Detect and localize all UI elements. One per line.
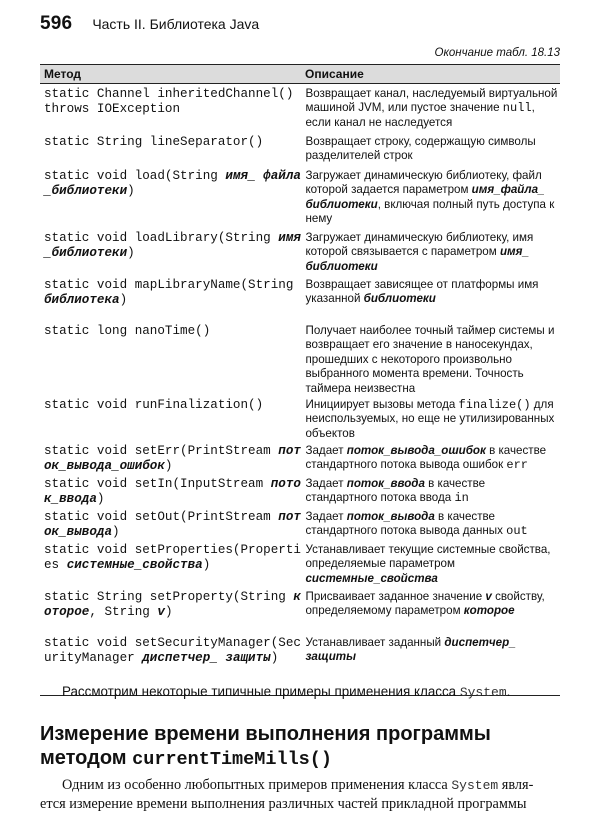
table-row <box>40 636 560 667</box>
text-segment: в качестве стандартного потока ввода <box>305 477 486 505</box>
method-cell <box>40 135 301 164</box>
page-number: 596 <box>40 13 73 34</box>
text-segment: static void setIn(InputStream <box>44 477 271 491</box>
parameter-name: диспетчер_ защиты <box>305 636 516 664</box>
column-header-method: Метод <box>44 67 82 81</box>
method-cell <box>40 636 301 667</box>
inline-code: err <box>506 458 528 473</box>
method-cell <box>40 87 301 130</box>
para-text-2: явля- <box>498 777 534 793</box>
text-segment: ) <box>164 605 173 620</box>
text-segment: static void setSecurityManager(SecurityManager <box>44 636 301 666</box>
intro-text: Рассмотрим некоторые типичные примеры применения класса <box>62 684 460 699</box>
description-cell <box>301 278 560 309</box>
description-cell <box>301 135 560 164</box>
parameter-name: v <box>157 605 165 620</box>
table-row <box>40 444 560 475</box>
parameter-name: которое <box>44 590 301 620</box>
inline-code: out <box>506 524 528 539</box>
inline-code: finalize() <box>458 398 531 412</box>
parameter-name: имя_ файла_библиотеки <box>44 169 301 199</box>
intro-end: . <box>506 684 511 699</box>
text-segment: Загружает динамическую библиотеку, имя которой связывается с параметром <box>305 231 534 259</box>
text-segment: Присваивает заданное значение <box>305 590 486 603</box>
description-cell <box>301 87 560 130</box>
description-cell <box>301 444 560 475</box>
parameter-name: поток_вывода_ошибок <box>346 444 486 457</box>
method-cell <box>40 169 301 227</box>
parameter-name: диспетчер_ защиты <box>142 651 271 666</box>
text-segment: в качестве стандартного потока вывода ошибок <box>305 444 547 472</box>
text-segment: , String <box>89 605 158 620</box>
text-segment: ) <box>164 459 173 474</box>
body-paragraph <box>40 776 560 814</box>
table-row <box>40 87 560 130</box>
text-segment: свойству, определяемому параметром <box>305 590 545 618</box>
description-cell <box>301 324 560 396</box>
text-segment: Возвращает строку, содержащую символы разделителей строк <box>305 135 536 163</box>
text-segment: static long nanoTime() <box>44 324 211 338</box>
text-segment: Загружает динамическую библиотеку, файл которой задается параметром <box>305 169 542 197</box>
text-segment: Задает <box>305 477 347 490</box>
paragraph-line-2: ется измерение времени выполнения различных частей прикладной программы <box>40 796 527 812</box>
text-segment: static void load(String <box>44 169 226 183</box>
methods-table <box>40 64 560 696</box>
text-segment: ) <box>119 293 128 308</box>
description-cell <box>301 169 560 227</box>
table-caption: Окончание табл. 18.13 <box>434 47 560 59</box>
table-row <box>40 135 560 164</box>
text-segment: static String lineSeparator() <box>44 135 264 149</box>
running-header <box>40 13 560 37</box>
description-cell <box>301 636 560 667</box>
inline-code: null <box>502 101 532 116</box>
text-segment: Задает <box>305 444 347 457</box>
heading-code: currentTimeMills() <box>132 749 332 770</box>
table-row <box>40 278 560 309</box>
table-row <box>40 510 560 541</box>
method-cell <box>40 231 301 274</box>
parameter-name: системные_свойства <box>305 571 438 585</box>
parameter-name: библиотеки <box>363 292 436 306</box>
heading-text: Измерение времени выполнения программы методом <box>40 723 491 769</box>
parameter-name: которое <box>463 604 515 618</box>
text-segment: , включая полный путь доступа к нему <box>305 197 555 226</box>
description-cell <box>301 510 560 541</box>
parameter-name: имя_библиотеки <box>44 231 301 261</box>
table-row <box>40 477 560 508</box>
parameter-name: системные_свойства <box>66 558 203 573</box>
parameter-name: поток_ввода <box>44 477 301 507</box>
text-segment: в качестве стандартного потока вывода данных <box>305 510 507 538</box>
text-segment: ) <box>112 525 120 540</box>
text-segment: Устанавливает текущие системные свойства, определяемые параметром <box>305 543 551 571</box>
para-code: System <box>451 778 499 793</box>
description-cell <box>301 477 560 508</box>
method-cell <box>40 477 301 508</box>
inline-code: in <box>454 491 469 506</box>
description-cell <box>301 398 560 441</box>
description-cell <box>301 231 560 274</box>
text-segment: static void setProperties(Properties <box>44 543 301 573</box>
text-segment: static void runFinalization() <box>44 398 264 412</box>
section-heading <box>40 722 560 772</box>
text-segment: ) <box>127 246 135 261</box>
para-text-1: Одним из особенно любопытных примеров применения класса <box>62 777 452 793</box>
parameter-name: поток_вывода <box>44 510 301 540</box>
description-cell <box>301 543 560 586</box>
text-segment: Возвращает зависящее от платформы имя указанной <box>305 278 539 306</box>
method-cell <box>40 510 301 541</box>
parameter-name: имя_файла_ библиотеки <box>305 183 545 211</box>
table-row <box>40 590 560 621</box>
text-segment: Возвращает канал, наследуемый виртуальной машиной JVM, или пустое значение <box>305 87 558 115</box>
paragraph-line-1 <box>40 776 560 795</box>
running-title: Часть II. Библиотека Java <box>92 16 260 32</box>
intro-line <box>62 684 562 700</box>
text-segment: static void mapLibraryName(String <box>44 278 301 292</box>
table-body <box>40 84 560 696</box>
table-row <box>40 324 560 396</box>
text-segment: , если канал не наследуется <box>305 101 535 129</box>
parameter-name: имя_ библиотеки <box>305 245 529 273</box>
method-cell <box>40 278 301 309</box>
parameter-name: поток_ввода <box>346 477 425 490</box>
text-segment: Устанавливает заданный <box>305 636 445 649</box>
table-row <box>40 169 560 227</box>
text-segment: ) <box>270 651 279 666</box>
text-segment: static String setProperty(String <box>44 590 294 604</box>
text-segment: static void setOut(PrintStream <box>44 510 279 524</box>
method-cell <box>40 444 301 475</box>
text-segment: ) <box>127 184 135 199</box>
text-segment: для неиспользуемых, но еще не утилизированных объектов <box>305 398 555 440</box>
parameter-name: поток_вывода_ошибок <box>44 444 301 474</box>
parameter-name: поток_вывода <box>346 510 435 523</box>
method-cell <box>40 543 301 586</box>
text-segment: ) <box>96 492 105 507</box>
text-segment: Задает <box>305 510 347 523</box>
table-header <box>40 65 560 84</box>
description-cell <box>301 590 560 621</box>
text-segment: static Channel inheritedChannel() throws IOException <box>44 87 301 117</box>
table-row <box>40 543 560 586</box>
method-cell <box>40 324 301 396</box>
text-segment: static void loadLibrary(String <box>44 231 279 245</box>
parameter-name: библиотека <box>44 293 120 308</box>
method-cell <box>40 590 301 621</box>
text-segment: Инициирует вызовы метода <box>305 398 459 411</box>
intro-code: System <box>459 685 507 700</box>
text-segment: Получает наиболее точный таймер системы и возвращает его значение в наносекундах, прошедших с некоторого произвольно выбранного момента времени. Точность таймера неизвестна <box>305 324 555 395</box>
table-row <box>40 398 560 441</box>
text-segment: static void setErr(PrintStream <box>44 444 279 458</box>
column-header-description: Описание <box>305 67 364 81</box>
parameter-name: v <box>485 590 492 603</box>
text-segment: ) <box>202 558 211 573</box>
method-cell <box>40 398 301 441</box>
table-row <box>40 231 560 274</box>
